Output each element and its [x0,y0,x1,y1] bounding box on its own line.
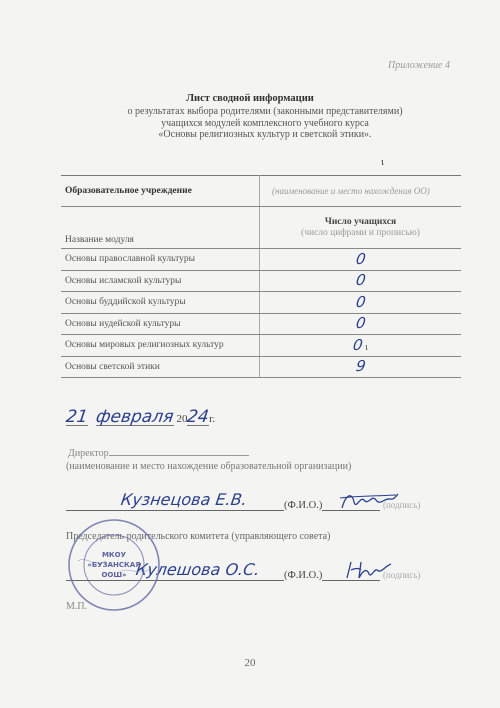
module-name: Основы иудейской культуры [61,313,260,335]
module-name: Основы православной культуры [61,249,260,271]
table-row [61,356,461,378]
summary-table [61,175,461,378]
stamp-place-label: М.П. [66,601,88,612]
chair-name: Кулешова О.С. [134,560,261,579]
module-column-header: Название модуля [61,207,260,249]
page-number: 20 [244,657,256,669]
pen-mark: ɩ [381,156,384,168]
date-month: февраля [95,407,176,427]
count-hint: (число цифрами и прописью) [301,227,420,238]
table-row [61,270,461,292]
director-fio-label: (Ф.И.О.) [284,500,323,511]
director-sign-label: (подпись) [382,500,421,510]
date-year-prefix: 20 [176,413,188,425]
student-count: 0 [260,249,462,271]
svg-text:«БУЗАНСКАЯ: «БУЗАНСКАЯ [87,561,141,569]
count-column-header [260,207,462,249]
organization-stamp [66,517,162,613]
count-label: Число учащихся [324,217,397,227]
student-count: 0 [260,270,462,292]
table-header-row [61,207,461,249]
table-row [61,335,461,357]
table-header-row [61,176,461,207]
date-year-suffix: 24 [186,407,211,427]
document-subtitle [70,106,460,141]
chair-fio-label: (Ф.И.О.) [284,570,323,581]
chair-signature [341,558,395,584]
table-row [61,292,461,314]
student-count: 0 [260,292,462,314]
chair-label: Председатель родительского комитета (управляющего совета) [66,531,331,542]
institution-label: Образовательное учреждение [61,176,260,207]
module-name: Основы светской этики [61,356,260,378]
table-row [61,249,461,271]
appendix-label: Приложение 4 [388,60,450,71]
svg-text:МКОУ: МКОУ [101,551,127,559]
module-name: Основы буддийской культуры [61,292,260,314]
document-date [64,407,216,427]
student-count: 0 ɩ [260,335,462,357]
module-name: Основы мировых религиозных культур [61,335,260,357]
table-row [61,313,461,335]
module-name: Основы исламской культуры [61,270,260,292]
director-label: Директор [68,448,109,459]
date-day: 21 [64,407,90,427]
director-name: Кузнецова Е.В. [119,490,249,509]
subtitle-line: о результатах выбора родителями (законными представителями) [127,106,403,117]
student-count: 0 [260,313,462,335]
subtitle-line: учащихся модулей комплексного учебного курса [161,117,369,129]
director-line [68,448,249,459]
org-note: (наименование и место нахождение образовательной организации) [66,461,352,472]
svg-text:ООШ»: ООШ» [101,571,127,579]
student-count: 9 [260,356,462,378]
chair-sign-label: (подпись) [382,570,421,580]
institution-hint: (наименование и место нахождения ОО) [260,176,462,207]
subtitle-line: «Основы религиозных культур и светской этики». [158,129,372,140]
director-signature [338,490,400,514]
document-title: Лист сводной информации [186,93,314,104]
date-suffix: г. [209,413,216,425]
director-signature-line [66,490,466,516]
